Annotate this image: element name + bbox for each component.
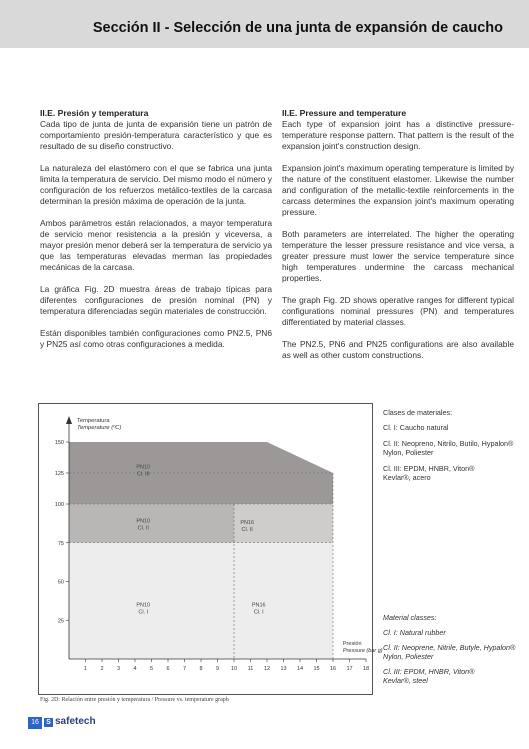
chart-svg — [39, 404, 383, 694]
x-axis-title: Presión — [342, 641, 362, 647]
legend-item: Cl. II: Neoprene, Nitrile, Butyle, Hypalon® — [383, 643, 516, 652]
region-label-class: Cl. II — [241, 527, 253, 534]
spanish-paragraph: Ambos parámetros están relacionados, a mayor temperatura de servicio menor resistencia a la presión y viceversa, a mayor presión menor deberá ser la temperatura de servicio ya que las temperaturas elevadas merman las propiedades mecánicas de la carcasa. — [40, 218, 272, 272]
x-tick-label: 3 — [116, 666, 121, 672]
english-heading: II.E. Pressure and temperature — [282, 108, 407, 118]
section-header — [0, 0, 529, 48]
x-tick-label: 15 — [313, 666, 320, 672]
region-label-pn: PN10 — [136, 602, 151, 609]
legend-item: Cl. III: EPDM, HNBR, Viton® — [383, 667, 475, 676]
brand-name: safetech — [55, 716, 96, 727]
x-tick-label: 13 — [280, 666, 287, 672]
legend-english — [383, 613, 523, 685]
english-column — [282, 108, 514, 372]
region-label-pn: PN16 — [251, 602, 266, 609]
legend-item-group — [383, 667, 523, 685]
region-label-class: Cl. I — [253, 609, 264, 616]
legend-item: Kevlar®, acero — [383, 473, 431, 482]
spanish-paragraph: La naturaleza del elastómero con el que se fabrica una junta limita la temperatura de servicio. Del mismo modo el número y configuración de los refuerzos metálico-textiles de la carcasa determinan la presión máxima de operación de la junta. — [40, 163, 272, 206]
region-label-class: Cl. III — [136, 471, 150, 478]
x-tick-label: 4 — [133, 666, 137, 672]
x-tick-label: 9 — [215, 666, 220, 672]
brand-logo — [44, 716, 96, 727]
legend-item: Kevlar®, steel — [383, 676, 428, 685]
legend-title: Material classes: — [383, 613, 437, 622]
x-tick-label: 11 — [247, 666, 254, 672]
spanish-paragraph: Están disponibles también configuraciones como PN2.5, PN6 y PN25 así como otras configuraciones a medida. — [40, 328, 272, 349]
legend-item: Cl. II: Neopreno, Nitrilo, Butilo, Hypalon® — [383, 439, 514, 448]
x-tick-label: 14 — [296, 666, 304, 672]
region-label-class: Cl. I — [138, 609, 149, 616]
chart-region — [69, 543, 234, 659]
x-tick-label: 12 — [263, 666, 271, 672]
chart-region — [69, 442, 333, 473]
x-tick-label: 2 — [100, 666, 104, 672]
region-label-pn: PN10 — [136, 464, 151, 471]
legend-spanish — [383, 408, 523, 482]
y-tick-label: 125 — [54, 471, 64, 477]
y-axis-title-en: Temperature (ºC) — [77, 425, 122, 431]
x-tick-label: 16 — [329, 666, 337, 672]
english-paragraph: Expansion joint's maximum operating temperature is limited by the nature of the constituent elastomer. Likewise the number and configuration of the metallic-textile reinforcements in the carcass determines the expansion joint's maximum operating pressure. — [282, 163, 515, 217]
y-tick-label: 50 — [57, 579, 64, 586]
chart-region — [234, 543, 333, 659]
spanish-heading: II.E. Presión y temperatura — [40, 108, 149, 118]
legend-item-group — [383, 439, 523, 457]
y-tick-label: 100 — [54, 502, 64, 508]
chart-region — [69, 504, 234, 543]
brand-icon: S — [44, 718, 53, 727]
english-paragraph: The graph Fig. 2D shows operative ranges for different typical configurations nominal pressures (PN) and temperatures differentiated by material classes. — [282, 295, 514, 327]
pressure-temperature-chart — [38, 403, 383, 695]
y-axis-title: Temperatura — [77, 418, 110, 424]
legend-item: Cl. I: Caucho natural — [383, 423, 449, 432]
spanish-paragraph: La gráfica Fig. 2D muestra áreas de trabajo típicas para diferentes configuraciones de presión nominal (PN) y temperatura diferenciadas según materiales de construcción. — [40, 284, 272, 316]
legend-item-group — [383, 643, 523, 661]
chart-region — [69, 473, 333, 504]
x-tick-label: 18 — [362, 666, 370, 672]
x-tick-label: 1 — [83, 666, 88, 672]
y-axis-arrow — [66, 416, 72, 424]
legend-item: Cl. I: Natural rubber — [383, 628, 446, 637]
y-tick-label: 75 — [57, 540, 64, 547]
x-tick-label: 10 — [230, 666, 238, 672]
legend-item: Nylon, Poliester — [383, 652, 434, 661]
legend-item: Cl. III: EPDM, HNBR, Viton® — [383, 464, 475, 473]
x-axis-title-en: Pressure (bar g) — [342, 648, 383, 654]
x-tick-label: 8 — [199, 666, 203, 672]
x-tick-label: 17 — [346, 666, 353, 672]
y-tick-label: 25 — [57, 618, 64, 625]
page-number: 16 — [28, 717, 42, 729]
x-tick-label: 7 — [182, 666, 187, 672]
region-label-pn: PN16 — [240, 520, 255, 527]
english-paragraph: Both parameters are interrelated. The higher the operating temperature the lesser pressure resistance and vice versa, a greater pressure must lower the service temperature since high temperatures undermine the carcass mechanical properties. — [282, 229, 514, 283]
spanish-column — [40, 108, 272, 361]
region-label-class: Cl. II — [137, 525, 149, 532]
y-tick-label: 150 — [54, 440, 64, 446]
legend-item: Nylon, Poliester — [383, 448, 434, 457]
legend-item-group — [383, 464, 523, 482]
spanish-paragraph: Cada tipo de junta de junta de expansión tiene un patrón de comportamiento presión-temperatura característico y que es resultado de su diseño constructivo. — [40, 119, 272, 151]
legend-title: Clases de materiales: — [383, 408, 453, 417]
english-paragraph: Each type of expansion joint has a distinctive pressure-temperature response pattern. That pattern is the result of the expansion joint's construction design. — [282, 119, 514, 151]
figure-caption: Fig. 2D: Relación entre presión y temperatura / Pressure vs. temperature graph — [40, 697, 229, 703]
english-paragraph: The PN2.5, PN6 and PN25 configurations are also available as well as other custom constructions. — [282, 339, 514, 360]
section-title: Sección II - Selección de una junta de expansión de caucho — [92, 20, 503, 36]
x-tick-label: 5 — [149, 666, 154, 672]
region-label-pn: PN10 — [136, 518, 151, 525]
x-tick-label: 6 — [166, 666, 170, 672]
